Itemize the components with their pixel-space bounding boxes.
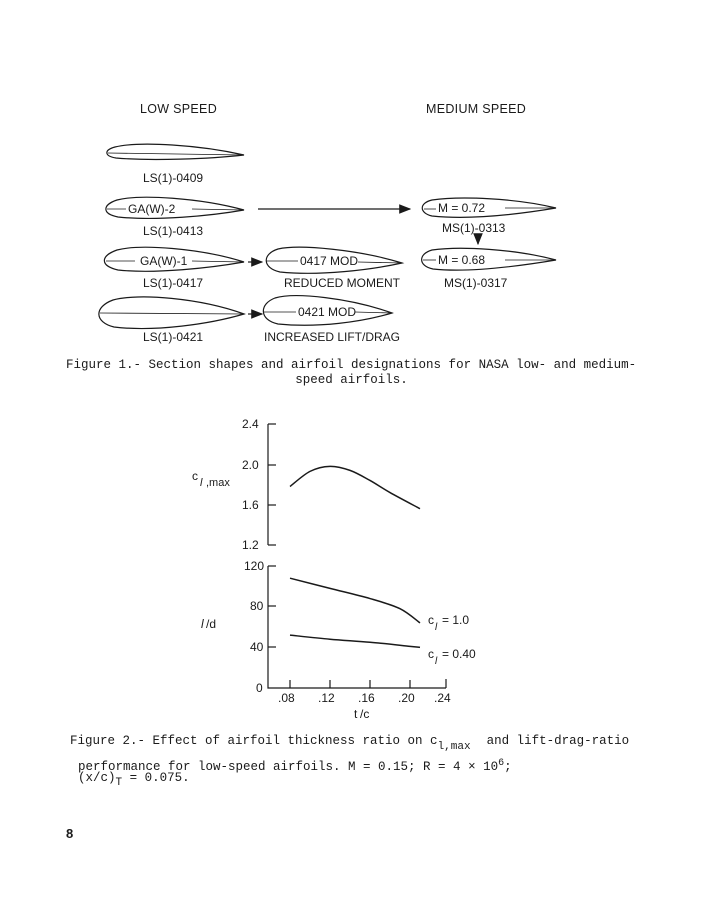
svg-text:,max: ,max — [206, 477, 230, 489]
svg-text:c: c — [428, 647, 434, 661]
airfoil-ls0413-label: LS(1)-0413 — [143, 224, 204, 238]
airfoil-0421mod-inner: 0421 MOD — [298, 305, 357, 319]
airfoil-ls0421-label: LS(1)-0421 — [143, 330, 204, 344]
ld-tick-0: 0 — [256, 681, 263, 695]
svg-text:l: l — [435, 656, 438, 667]
airfoil-diagram — [0, 0, 703, 360]
figure2-chart — [0, 400, 703, 730]
airfoil-ms0317-label: MS(1)-0317 — [444, 276, 508, 290]
label-cl-0-40 — [428, 647, 476, 667]
figure2-caption-line2: performance for low-speed airfoils. M = 0.15; $R = 4 \times 10^6$; — [78, 758, 512, 775]
airfoil-0417mod-inner: 0417 MOD — [300, 254, 359, 268]
svg-text:/c: /c — [360, 707, 370, 721]
x-axis-label — [354, 707, 369, 721]
figure1-caption-line2: speed airfoils. — [295, 373, 408, 387]
airfoil-ls0417-inner: GA(W)-1 — [140, 254, 188, 268]
svg-text:/d: /d — [206, 617, 217, 631]
page-number: 8 — [66, 826, 74, 841]
svg-text:l: l — [201, 617, 204, 631]
svg-text:l: l — [200, 477, 203, 489]
x-tick-08: .08 — [278, 691, 295, 705]
figure1-caption-line1: Figure 1.- Section shapes and airfoil designations for NASA low- and medium- — [66, 358, 637, 372]
header-low-speed: LOW SPEED — [140, 102, 218, 116]
airfoil-ms0313-label: MS(1)-0313 — [442, 221, 506, 235]
svg-text:c: c — [428, 613, 434, 627]
ld-tick-40: 40 — [250, 640, 264, 654]
airfoil-ls0409-label: LS(1)-0409 — [143, 171, 204, 185]
figure2-caption-line3: (x/c)T = 0.075. — [78, 771, 190, 789]
airfoil-ms0317-inner: M = 0.68 — [438, 253, 486, 267]
clmax-tick-1-2: 1.2 — [242, 538, 259, 552]
clmax-tick-1-6: 1.6 — [242, 498, 259, 512]
airfoil-ls0417-label: LS(1)-0417 — [143, 276, 204, 290]
ld-series-cl-0-40-line — [290, 635, 420, 647]
ld-axis-label — [201, 617, 216, 631]
clmax-axis-label — [192, 469, 230, 489]
airfoil-0421mod-label: INCREASED LIFT/DRAG — [264, 330, 401, 344]
label-cl-1-0 — [428, 613, 469, 633]
airfoil-ms0313-inner: M = 0.72 — [438, 201, 486, 215]
airfoil-0417mod-label: REDUCED MOMENT — [284, 276, 400, 290]
airfoil-ls0409-shape — [107, 144, 244, 159]
svg-text:l: l — [435, 622, 438, 633]
clmax-tick-2-4: 2.4 — [242, 417, 259, 431]
ld-tick-120: 120 — [244, 559, 265, 573]
airfoil-ls0421-shape — [99, 297, 244, 329]
svg-text:= 1.0: = 1.0 — [442, 613, 470, 627]
x-tick-12: .12 — [318, 691, 335, 705]
ld-tick-80: 80 — [250, 599, 264, 613]
svg-text:c: c — [192, 469, 198, 483]
svg-text:= 0.40: = 0.40 — [442, 647, 476, 661]
svg-text:t: t — [354, 707, 358, 721]
ld-axes — [268, 566, 446, 688]
x-tick-16: .16 — [358, 691, 375, 705]
clmax-tick-2-0: 2.0 — [242, 458, 259, 472]
header-medium-speed: MEDIUM SPEED — [426, 102, 527, 116]
x-tick-24: .24 — [434, 691, 451, 705]
clmax-series-line — [290, 466, 420, 508]
figure2-caption-line1: Figure 2.- Effect of airfoil thickness ratio on cl,max and lift-drag-ratio — [70, 734, 630, 753]
x-tick-20: .20 — [398, 691, 415, 705]
ld-series-cl-1-0-line — [290, 578, 420, 623]
airfoil-ls0413-inner: GA(W)-2 — [128, 202, 176, 216]
